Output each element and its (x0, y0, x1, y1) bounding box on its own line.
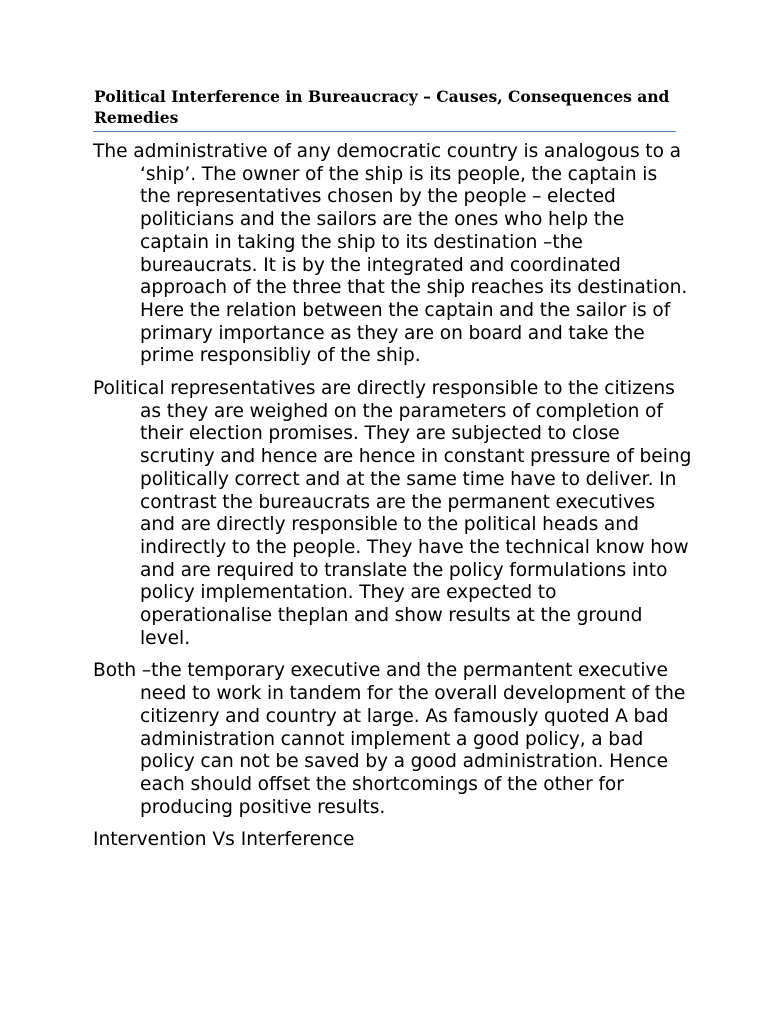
document-body (93, 141, 693, 852)
section-heading: Intervention Vs Interference (93, 829, 355, 851)
paragraph-ship-analogy: The administrative of any democratic country is analogous to a ‘ship’. The owner of the ship is its people, the captain is the representatives chosen by the people – elected politicians and the sailors are the ones who help the captain in taking the ship to its destination –the bureaucrats. It is by the integrated and coordinated approach of the three that the ship reaches its destination. Here the relation between the captain and the sailor is of primary importance as they are on board and take the prime responsibliy of the ship. (93, 141, 688, 367)
paragraph-political-representatives: Political representatives are directly responsible to the citizens as they are weighed on the parameters of completion of their election promises. They are subjected to close scrutiny and hence are hence in constant pressure of being politically correct and at the same time have to deliver. In contrast the bureaucrats are the permanent executives and are directly responsible to the political heads and indirectly to the people. They have the technical know how and are required to translate the policy formulations into policy implementation. They are expected to operationalise theplan and show results at the ground level. (93, 378, 692, 649)
document-title: Political Interference in Bureaucracy – Causes, Consequences and Remedies (94, 87, 670, 127)
paragraph-both-executives: Both –the temporary executive and the permantent executive need to work in tandem for the overall development of the citizenry and country at large. As famously quoted A bad administration cannot implement a good policy, a bad policy can not be saved by a good administration. Hence each should offset the shortcomings of the other for producing positive results. (93, 660, 686, 818)
title-divider (93, 131, 676, 132)
